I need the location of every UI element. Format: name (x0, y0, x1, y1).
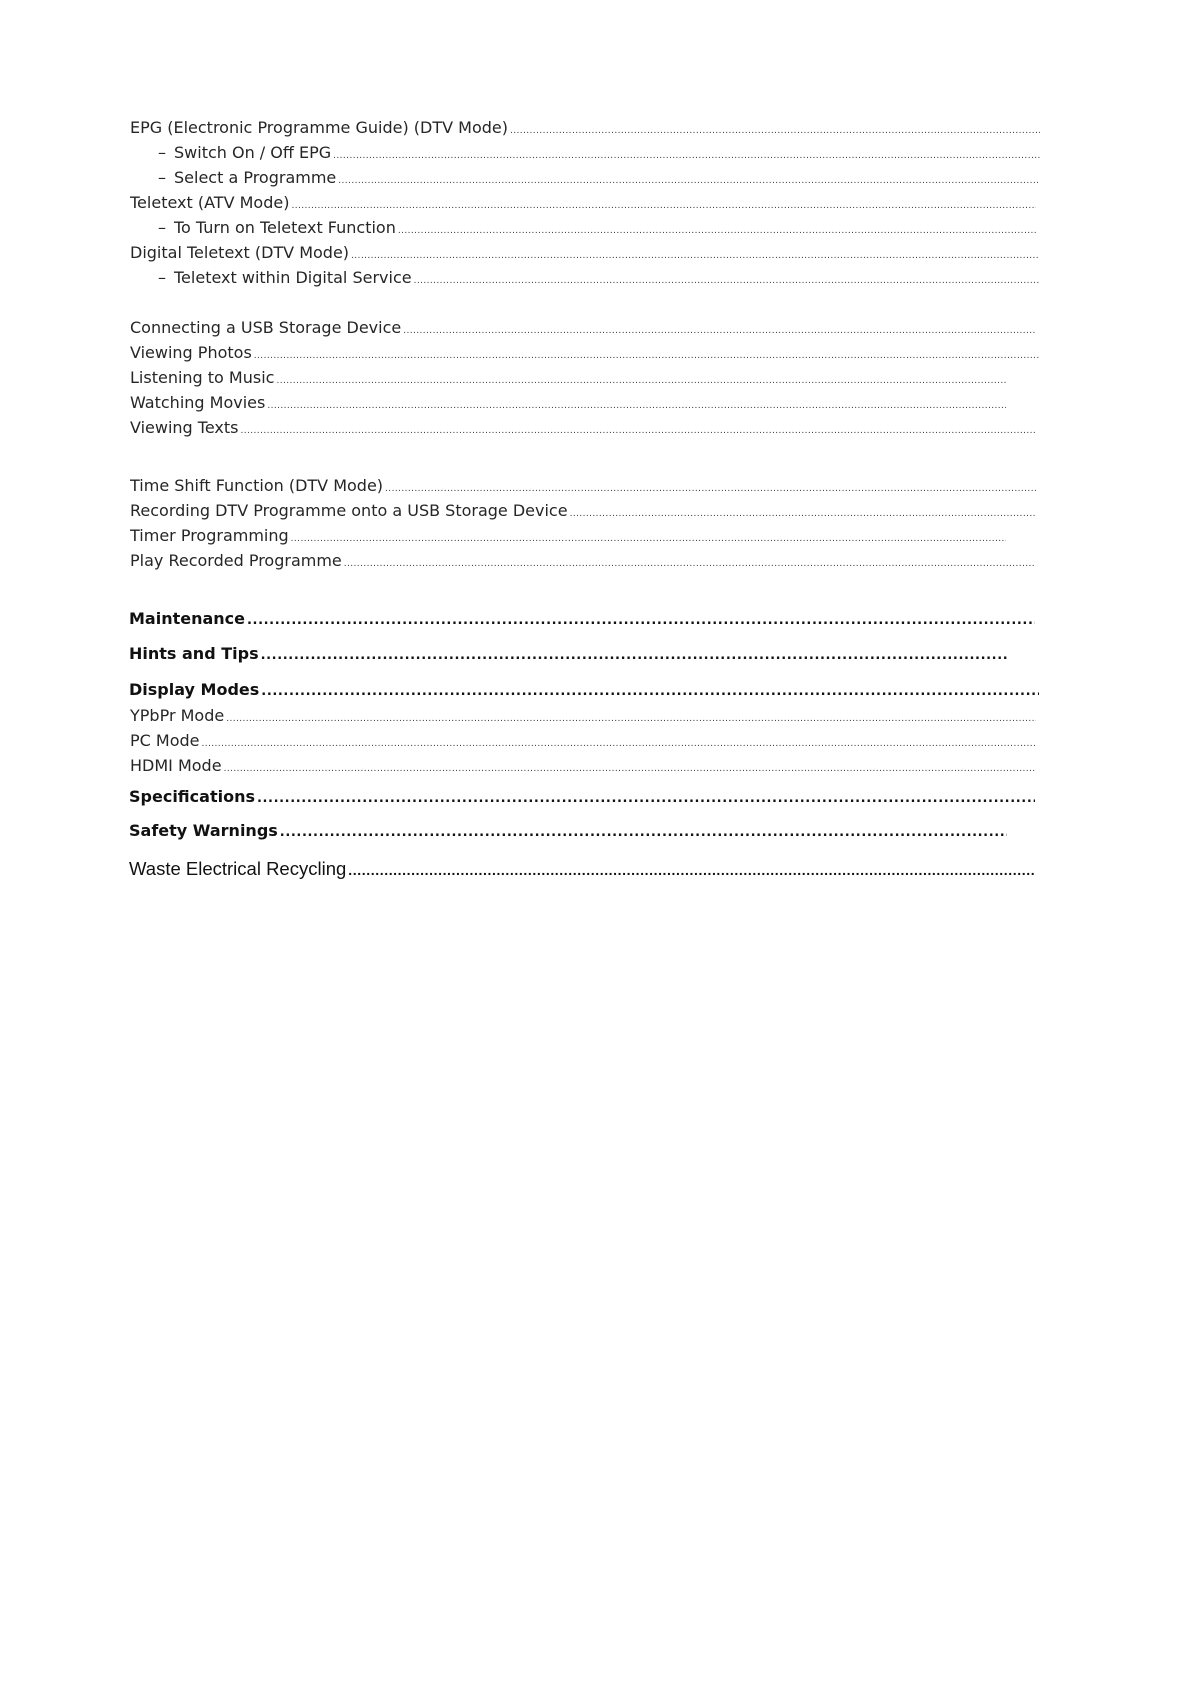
toc-entry-watching-movies[interactable] (130, 393, 1006, 415)
toc-entry-label: Viewing Photos (130, 343, 252, 362)
dot-leader (280, 826, 1007, 839)
dot-leader (224, 765, 1036, 774)
dot-leader (385, 485, 1036, 494)
dot-leader (202, 740, 1037, 749)
dash-bullet: – (158, 143, 166, 162)
dot-leader (291, 202, 1036, 211)
toc-entry-display-modes[interactable] (129, 680, 1039, 704)
toc-entry-label (158, 168, 336, 187)
dot-leader (276, 377, 1006, 386)
toc-entry-label: Teletext (ATV Mode) (130, 193, 290, 212)
toc-entry-label: Safety Warnings (129, 821, 278, 840)
toc-entry-recording-dtv[interactable] (130, 501, 1036, 523)
toc-entry-waste-recycling[interactable] (129, 858, 1035, 884)
toc-entry-label: Hints and Tips (129, 644, 259, 663)
toc-entry-safety-warnings[interactable] (129, 821, 1007, 845)
toc-entry-label: Display Modes (129, 680, 260, 699)
dot-leader (267, 402, 1006, 411)
toc-entry-text: Select a Programme (174, 168, 337, 187)
dot-leader (403, 327, 1036, 336)
dot-leader (261, 649, 1007, 662)
toc-entry-usb-connect[interactable] (130, 318, 1036, 340)
dot-leader (247, 614, 1035, 627)
dot-leader (254, 352, 1040, 361)
toc-entry-epg-switch[interactable] (158, 143, 1040, 165)
dot-leader (351, 252, 1040, 261)
toc-entry-label: Waste Electrical Recycling (129, 858, 347, 879)
toc-entry-epg-select[interactable] (158, 168, 1040, 190)
toc-entry-specifications[interactable] (129, 787, 1035, 811)
toc-entry-teletext-digital-service[interactable] (158, 268, 1040, 290)
toc-entry-epg[interactable] (130, 118, 1040, 140)
toc-entry-listening-music[interactable] (130, 368, 1006, 390)
toc-entry-maintenance[interactable] (129, 609, 1035, 633)
dot-leader (333, 152, 1040, 161)
dot-leader (570, 510, 1036, 519)
toc-entry-label: Listening to Music (130, 368, 275, 387)
dash-bullet: – (158, 168, 166, 187)
toc-entry-viewing-photos[interactable] (130, 343, 1040, 365)
toc-entry-text: To Turn on Teletext Function (174, 218, 396, 237)
toc-entry-label: PC Mode (130, 731, 200, 750)
toc-entry-pc-mode[interactable] (130, 731, 1036, 753)
toc-entry-label (158, 218, 396, 237)
dot-leader (257, 792, 1035, 805)
dot-leader (291, 535, 1006, 544)
toc-entry-label: YPbPr Mode (130, 706, 225, 725)
toc-entry-label: Maintenance (129, 609, 246, 628)
toc-entry-label (158, 268, 412, 287)
toc-entry-teletext-turn-on[interactable] (158, 218, 1036, 240)
toc-entry-ypbpr-mode[interactable] (130, 706, 1036, 728)
toc-entry-label: Connecting a USB Storage Device (130, 318, 402, 337)
toc-entry-hdmi-mode[interactable] (130, 756, 1036, 778)
toc-entry-teletext-atv[interactable] (130, 193, 1036, 215)
toc-entry-label (158, 143, 331, 162)
dot-leader (261, 685, 1039, 698)
toc-entry-label: EPG (Electronic Programme Guide) (DTV Mode) (130, 118, 508, 137)
dot-leader (414, 277, 1040, 286)
toc-entry-label: HDMI Mode (130, 756, 222, 775)
toc-entry-viewing-texts[interactable] (130, 418, 1036, 440)
toc-entry-text: Switch On / Off EPG (174, 143, 332, 162)
dot-leader (348, 863, 1035, 877)
toc-entry-label: Viewing Texts (130, 418, 239, 437)
toc-entry-label: Play Recorded Programme (130, 551, 342, 570)
toc-entry-label: Watching Movies (130, 393, 266, 412)
dot-leader (338, 177, 1040, 186)
toc-entry-hints-tips[interactable] (129, 644, 1007, 668)
dash-bullet: – (158, 268, 166, 287)
dash-bullet: – (158, 218, 166, 237)
dot-leader (226, 715, 1036, 724)
toc-entry-play-recorded[interactable] (130, 551, 1036, 573)
toc-entry-timer-programming[interactable] (130, 526, 1006, 548)
toc-entry-time-shift[interactable] (130, 476, 1036, 498)
toc-entry-text: Teletext within Digital Service (174, 268, 412, 287)
toc-entry-label: Specifications (129, 787, 255, 806)
toc-entry-label: Time Shift Function (DTV Mode) (130, 476, 384, 495)
dot-leader (344, 560, 1036, 569)
toc-entry-label: Recording DTV Programme onto a USB Storage Device (130, 501, 568, 520)
dot-leader (241, 427, 1037, 436)
dot-leader (510, 127, 1040, 136)
toc-entry-label: Timer Programming (130, 526, 289, 545)
toc-entry-digital-teletext[interactable] (130, 243, 1040, 265)
toc-entry-label: Digital Teletext (DTV Mode) (130, 243, 350, 262)
dot-leader (398, 227, 1036, 236)
